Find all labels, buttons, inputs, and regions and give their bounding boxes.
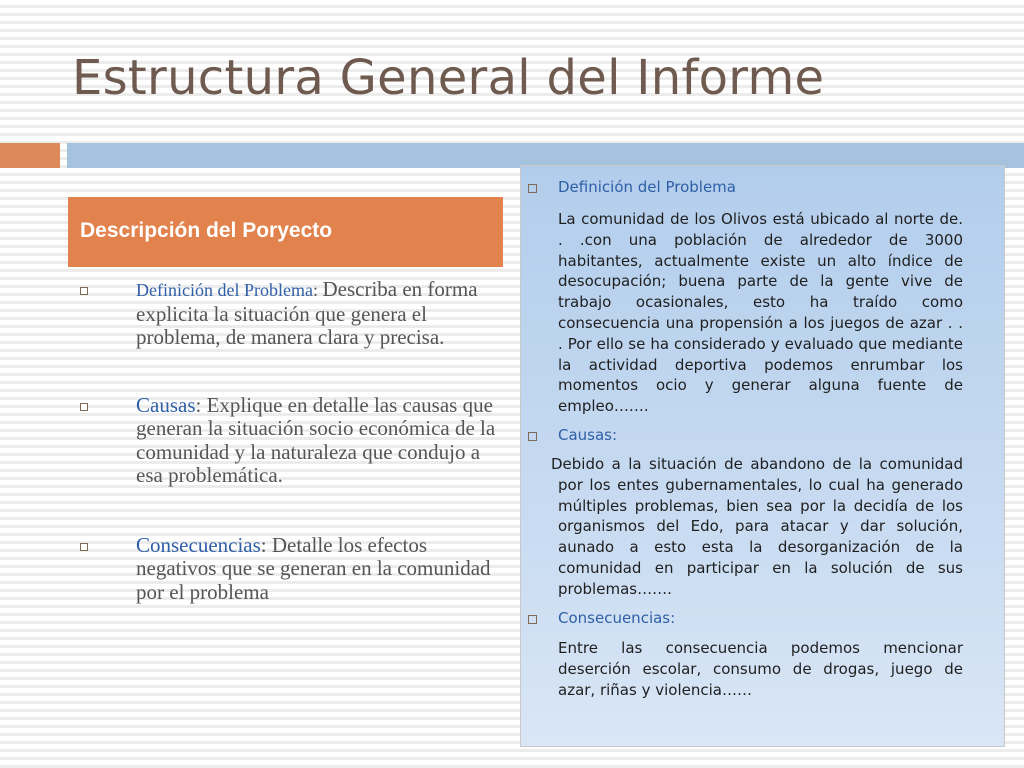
panel-heading-definicion: Definición del Problema [558,178,736,196]
section-header: Descripción del Poryecto [68,197,503,267]
list-item-term: Consecuencias [136,532,261,557]
list-item [80,278,500,350]
square-bullet-icon [80,543,88,551]
panel-body-causas: Debido a la situación de abandono de la comunidad por los entes gubernamentales, lo cual ha generado múltiples problemas, bien sea por la decidía de los organismos del Edo, para atacar y dar solución, aunado a esto esta la desorganización de la comunidad en participar en la solución de sus problemas……. [551,455,963,598]
square-bullet-icon [80,287,88,295]
list-item [80,534,500,605]
list-item [80,394,500,488]
left-bullet-list [80,278,500,604]
list-item-description: Detalle los efectos negativos que se generan en la comunidad por el problema [136,532,491,604]
square-bullet-icon [528,615,537,624]
list-item-text [136,394,500,488]
square-bullet-icon [528,184,537,193]
accent-bar-orange [0,143,60,168]
slide-title: Estructura General del Informe [72,50,825,106]
list-item-term: Definición del Problema [136,280,313,300]
panel-body-definicion: La comunidad de los Olivos está ubicado al norte de. . .con una población de alrededor de 3000 habitantes, actualmente existe un alto índice de desocupación; buena parte de la gente vive de trabajo ocasionales, esto ha traído como consecuencia una propensión a los juegos de azar . . . Por ello se ha considerado y evaluado que mediante la actividad deportiva podemos enrumbar los momentos ocio y generar alguna fuente de empleo……. [558,210,963,416]
list-item-separator: : [312,280,323,300]
square-bullet-icon [80,403,88,411]
panel-heading-causas: Causas: [558,426,618,444]
panel-heading-consecuencias: Consecuencias: [558,609,676,627]
panel-body-consecuencias: Entre las consecuencia podemos mencionar deserción escolar, consumo de drogas, juego de azar, riñas y violencia…… [558,639,963,699]
list-item-separator: : [195,392,207,417]
list-item-description: Explique en detalle las causas que generan la situación socio económica de la comunidad y la naturaleza que condujo a esa problemática. [136,392,496,487]
list-item-separator: : [260,532,272,557]
list-item-term: Causas [136,392,196,417]
square-bullet-icon [528,432,537,441]
list-item-text [136,278,500,350]
list-item-text [136,534,500,605]
list-item-description: Describa en forma explicita la situación que genera el problema, de manera clara y precisa. [136,277,478,349]
